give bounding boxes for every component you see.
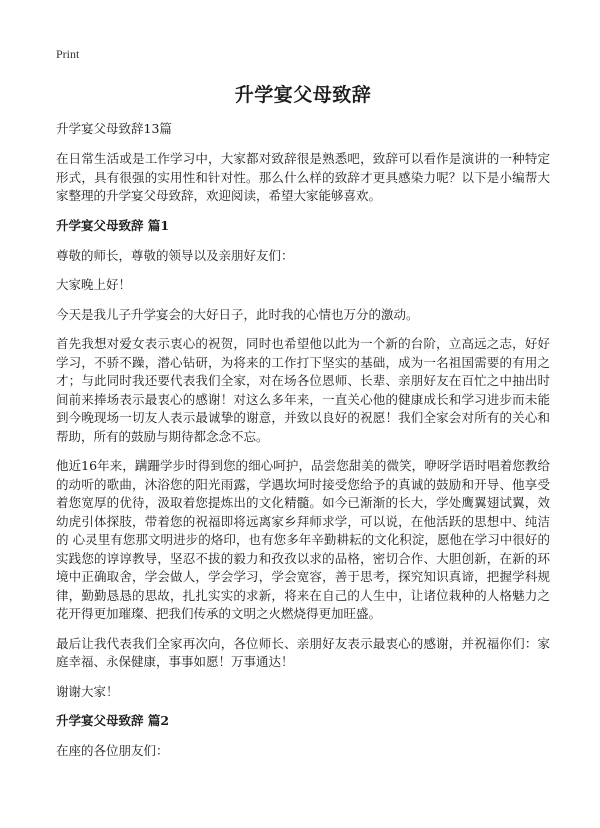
section-1-growth: 他近16年来，蹒跚学步时得到您的细心呵护，品尝您甜美的微笑，咿呀学语时唱着您教给的动听的歌曲，沐浴您的阳光雨露，学遇坎坷时接受您给予的真诚的鼓励和开导、他享受着您宽厚的优待，汲取着您提炼出的文化精髓。如今已渐渐的长大，学处鹰翼翅试翼，效幼虎引体探肢，带着您的祝福即将远离家乡拜师求学，可以说，在他活跃的思想中、纯洁的 心灵里有您那文明进步的烙印，也有您多年辛勤耕耘的文化积淀，愿他在学习中很好的实践您的谆谆教导，坚忍不拔的毅力和孜孜以求的品格，密切合作、大胆创新，在新的环境中正确取舍，学会做人，学会学习，学会宽容，善于思考，探究知识真谛，把握学科规律，勤勤恳恳的思故，扎扎实实的求新，将来在自己的人生中，让诸位栽种的人格魅力之花开得更加璀璨、把我们传承的文明之火燃烧得更加旺盛。	[56, 458, 550, 621]
section-1-closing: 最后让我代表我们全家再次向，各位师长、亲朋好友表示最衷心的感谢，并祝福你们：家庭幸福、永保健康，事事如愿！万事通达！	[56, 635, 550, 669]
section-2-greeting: 在座的各位朋友们：	[56, 743, 169, 758]
section-1-thank-you: 谢谢大家！	[56, 683, 119, 699]
section-heading-2: 升学宴父母致辞 篇2	[56, 713, 170, 728]
section-1-thanks: 首先我想对爱女表示衷心的祝贺，同时也希望他以此为一个新的台阶，立高远之志，好好学习，不骄不躁，潜心钻研，为将来的工作打下坚实的基础，成为一名祖国需要的有用之才；与此同时我还要代表我们全家，对在场各位恩师、长辈、亲朋好友在百忙之中抽出时间前来捧场表示最衷心的感谢！对这么多年来，一直关心他的健康成长和学习进步而未能到今晚现场一切友人表示最诚挚的谢意，并致以良好的祝愿！我们全家会对所有的关心和帮助，所有的鼓励与期待都念念不忘。	[56, 336, 550, 444]
intro-paragraph: 在日常生活或是工作学习中，大家都对致辞很是熟悉吧，致辞可以看作是演讲的一种特定形式，具有很强的实用性和针对性。那么什么样的致辞才更具感染力呢？以下是小编帮大家整理的升学宴父母致辞，欢迎阅读，希望大家能够喜欢。	[56, 151, 550, 203]
section-1-opening: 今天是我儿子升学宴会的大好日子，此时我的心情也万分的激动。	[56, 306, 419, 322]
section-heading-1: 升学宴父母致辞 篇1	[56, 217, 170, 233]
section-1-greeting: 尊敬的师长，尊敬的领导以及亲朋好友们：	[56, 247, 294, 263]
print-link[interactable]: Print	[56, 47, 80, 61]
section-1-hello: 大家晚上好！	[56, 277, 132, 292]
document-body	[56, 120, 550, 772]
document-subtitle: 升学宴父母致辞13篇	[56, 121, 172, 136]
page-title: 升学宴父母致辞	[234, 84, 372, 106]
